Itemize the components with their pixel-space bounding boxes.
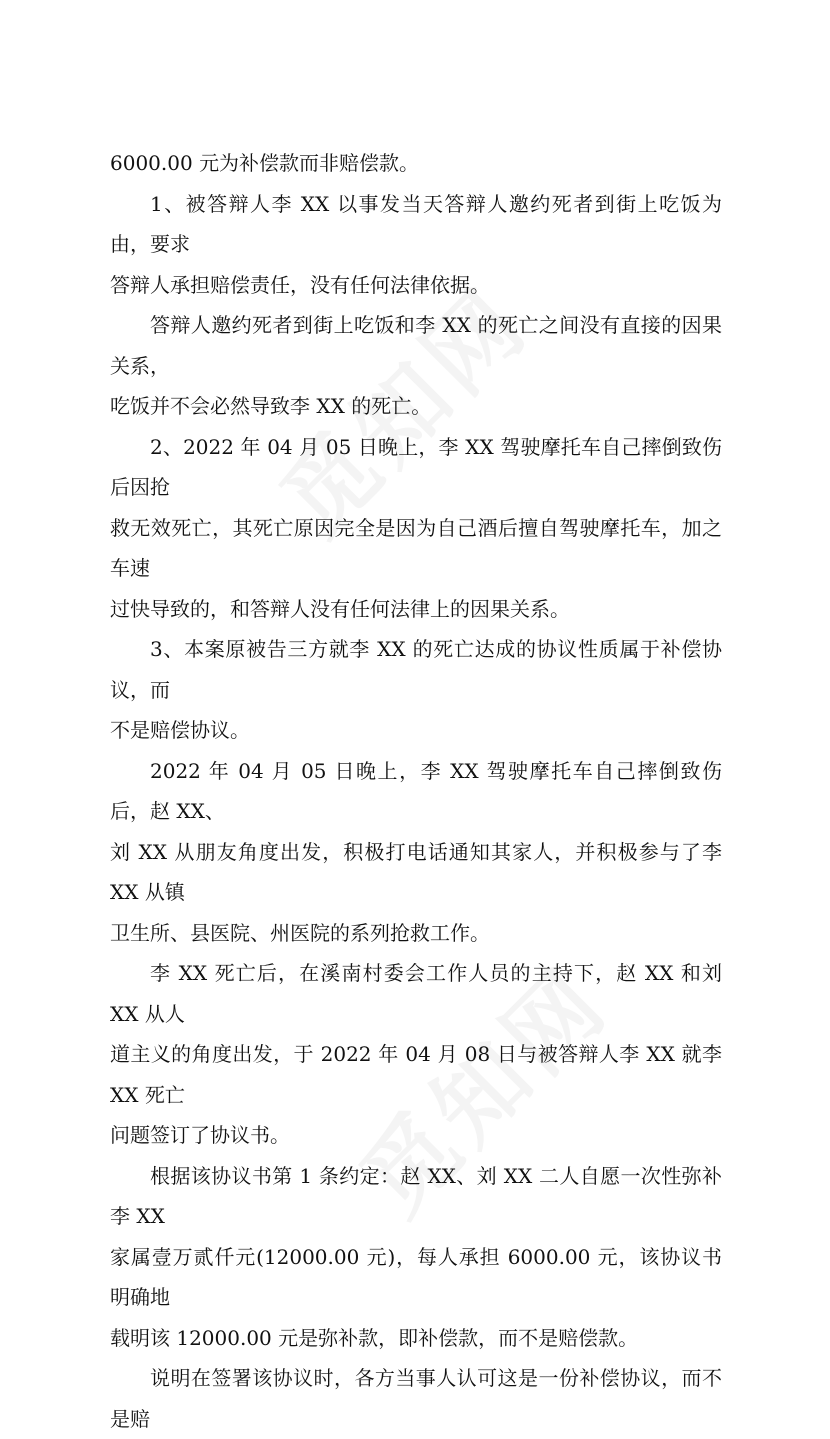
text-line: 载明该 12000.00 元是弥补款，即补偿款，而不是赔偿款。	[110, 1325, 639, 1350]
paragraph	[110, 184, 722, 306]
text-line: 不是赔偿协议。	[110, 718, 250, 742]
text-line: 救无效死亡，其死亡原因完全是因为自己酒后擅自驾驶摩托车，加之车速	[110, 515, 722, 580]
paragraph	[110, 751, 722, 954]
paragraph	[110, 629, 722, 751]
document-body	[110, 143, 722, 1439]
text-line: 3、本案原被告三方就李 XX 的死亡达成的协议性质属于补偿协议，而	[110, 637, 722, 702]
text-line: 2022 年 04 月 05 日晚上，李 XX 驾驶摩托车自己摔倒致伤后，赵 XX、	[110, 758, 722, 823]
text-line: 家属壹万贰仟元(12000.00 元)，每人承担 6000.00 元，该协议书明确地	[110, 1244, 722, 1309]
paragraph	[110, 953, 722, 1156]
paragraph	[110, 1358, 722, 1439]
paragraph	[110, 1156, 722, 1359]
text-line: 说明在签署该协议时，各方当事人认可这是一份补偿协议，而不是赔	[110, 1366, 722, 1431]
paragraph	[110, 143, 722, 184]
text-line: 吃饭并不会必然导致李 XX 的死亡。	[110, 394, 432, 418]
text-line: 答辩人承担赔偿责任，没有任何法律依据。	[110, 272, 490, 297]
paragraph	[110, 305, 722, 427]
text-line: 过快导致的，和答辩人没有任何法律上的因果关系。	[110, 596, 570, 621]
text-line: 刘 XX 从朋友角度出发，积极打电话通知其家人，并积极参与了李 XX 从镇	[110, 839, 722, 904]
text-line: 6000.00 元为补偿款而非赔偿款。	[110, 151, 420, 175]
text-line: 2、2022 年 04 月 05 日晚上，李 XX 驾驶摩托车自己摔倒致伤后因抢	[110, 434, 722, 499]
text-line: 1、被答辩人李 XX 以事发当天答辩人邀约死者到街上吃饭为由，要求	[110, 191, 722, 256]
text-line: 问题签订了协议书。	[110, 1123, 290, 1147]
text-line: 答辩人邀约死者到街上吃饭和李 XX 的死亡之间没有直接的因果关系，	[110, 313, 722, 378]
text-line: 道主义的角度出发，于 2022 年 04 月 08 日与被答辩人李 XX 就李 XX 死亡	[110, 1042, 722, 1107]
paragraph	[110, 427, 722, 630]
text-line: 李 XX 死亡后，在溪南村委会工作人员的主持下，赵 XX 和刘 XX 从人	[110, 961, 722, 1026]
text-line: 根据该协议书第 1 条约定：赵 XX、刘 XX 二人自愿一次性弥补李 XX	[110, 1163, 722, 1228]
text-line: 卫生所、县医院、州医院的系列抢救工作。	[110, 920, 490, 945]
